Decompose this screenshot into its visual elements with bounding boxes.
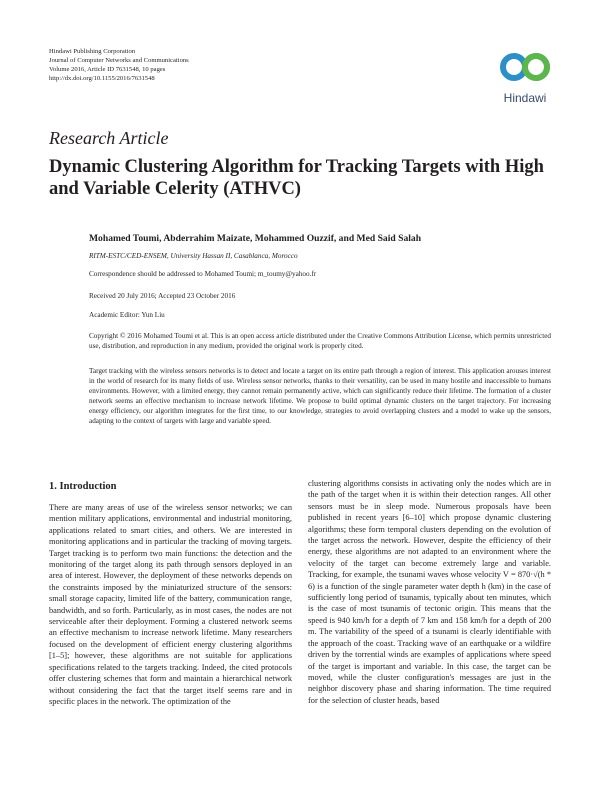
- publisher-name: Hindawi Publishing Corporation: [49, 48, 136, 55]
- hindawi-logo-text: Hindawi: [503, 91, 547, 105]
- body-text-part-1: clustering algorithms consists in activating only the nodes which are in the path of the target when it is within their detection ranges. All other sensors must be in sleep mode. Numerous proposals have been published in recent years [6–10] which propose dynamic clustering algorithms; these form temporal clusters depending on the evolution of the target across the network. However, despite the efficiency of their energy, these algorithms are not adapted to an environment where the velocity of the target can become extremely large and variable. Tracking, for example, the tsunami waves whose velocity: [308, 479, 551, 580]
- abstract: Target tracking with the wireless sensors networks is to detect and locate a target on its entire path through a region of interest. This application arouses interest in the world of research for its many fields of use. Wireless sensor networks, thanks to their versatility, can be used in many hostile and inaccessible to humans environments. However, with a limited energy, they cannot remain permanently active, which can significantly reduce their lifetime. The formation of a cluster network seems an effective mechanism to increase network lifetime. We propose to build optimal dynamic clusters on the target trajectory. For increasing energy efficiency, our algorithm integrates for the first time, to our knowledge, strategies to avoid overlapping clusters and a model to wake up the sensors, adapting to the context of targets with large and variable speed.: [89, 367, 551, 426]
- doi-link[interactable]: http://dx.doi.org/10.1155/2016/7631548: [49, 74, 155, 82]
- body-text-part-2: is a function of the single parameter water depth h (km) in the case of sufficiently long period of tsunamis, typically about ten minutes, which is the case of most tsunamis of tectonic origin. This means that the speed is 940 km/h for a depth of 7 km and 158 km/h for a depth of 200 m. The variability of the speed of a tsunami is clearly identifiable with the approach of the coast. Tracking wave of an earthquake or a wildfire driven by the torrential winds are examples of applications where speed of the target is important and variable. In this case, the target can be moved, while the cluster configuration's messages are just in the neighbor discovery phase and sharing information. The time required for the selection of cluster heads, based: [308, 581, 551, 705]
- journal-header: [49, 48, 189, 84]
- journal-name: Journal of Computer Networks and Communications: [49, 56, 189, 64]
- article-title: Dynamic Clustering Algorithm for Tracking Targets with High and Variable Celerity (ATHVC): [49, 157, 544, 199]
- body-column-right: [308, 478, 551, 706]
- copyright-notice: Copyright © 2016 Mohamed Toumi et al. This is an open access article distributed under the Creative Commons Attribution License, which permits unrestricted use, distribution, and reproduction in any medium, provided the original work is properly cited.: [89, 332, 551, 351]
- volume-info: Volume 2016, Article ID 7631548, 10 pages: [49, 65, 166, 73]
- author-list: Mohamed Toumi, Abderrahim Maizate, Mohammed Ouzzif, and Med Said Salah: [89, 233, 422, 244]
- received-accepted-dates: Received 20 July 2016; Accepted 23 October 2016: [89, 292, 236, 300]
- academic-editor: Academic Editor: Yun Liu: [89, 311, 165, 319]
- velocity-formula: V = 870·√(h * 6): [308, 570, 551, 591]
- affiliation: RITM-ESTC/CED-ENSEM, University Hassan II, Casablanca, Morocco: [89, 252, 298, 260]
- body-column-left: There are many areas of use of the wireless sensor networks; we can mention military applications, environmental and industrial monitoring, applications related to smart cities, and others. We are interested in monitoring applications and in particular the tracking of moving targets. Target tracking is to perform two main functions: the detection and the monitoring of the target along its path through sensors deployed in an area of interest. However, the deployment of these networks depends on the constraints imposed by the miniaturized structure of the sensors: small storage capacity, limited life of the battery, communication range, bandwidth, and so forth. Particularly, as in most cases, the nodes are not serviceable after their deployment. Forming a clustered network seems an effective mechanism to increase network lifetime. Many researchers focused on the development of efficient energy clustering algorithms [1–5]; however, these algorithms are not suitable for applications specifications related to the targets tracking. Indeed, the cited protocols offer clustering schemes that form and maintain a hierarchical network without considering the fact that the target itself seems rare and in specific places in the network. The optimization of the: [49, 503, 292, 706]
- section-heading-introduction: 1. Introduction: [49, 481, 117, 492]
- article-type: Research Article: [49, 128, 169, 148]
- correspondence: Correspondence should be addressed to Mohamed Toumi; m_toumy@yahoo.fr: [89, 270, 317, 278]
